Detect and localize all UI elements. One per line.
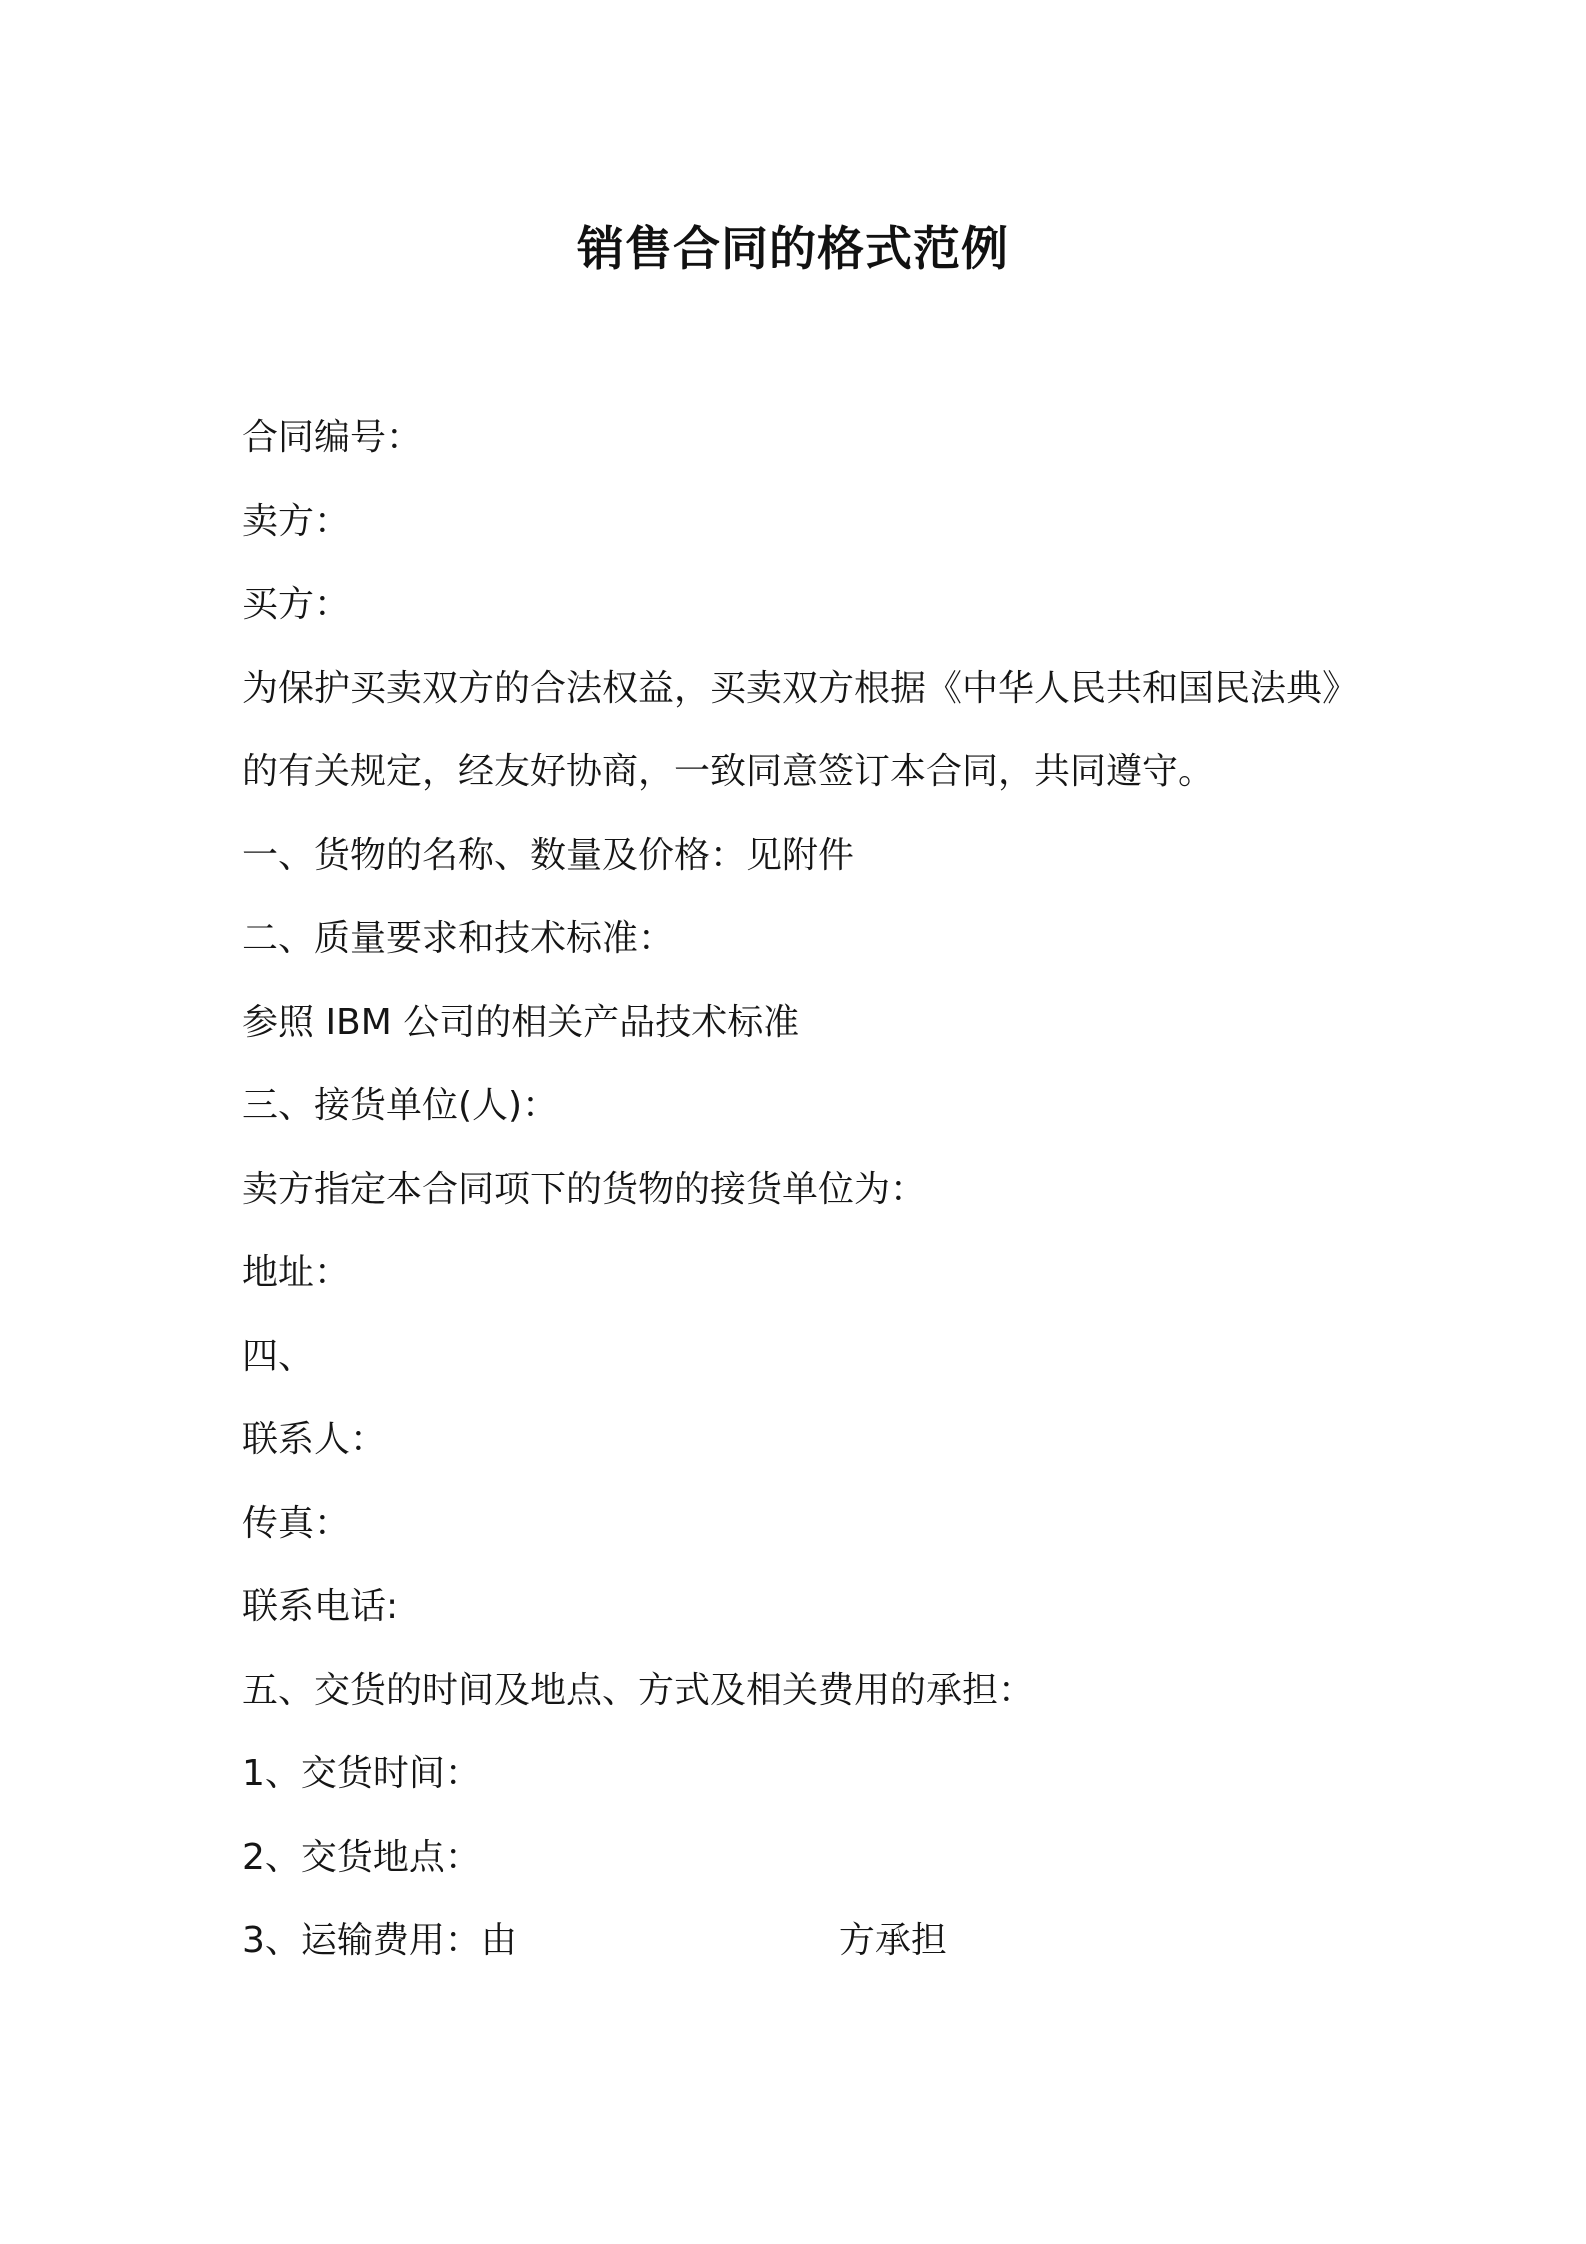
document-title: 销售合同的格式范例: [577, 222, 1009, 277]
section-5-heading: 五、交货的时间及地点、方式及相关费用的承担：: [242, 1669, 1035, 1711]
transport-cost-line: [242, 1911, 1392, 1995]
section-2-heading: 二、质量要求和技术标准：: [242, 918, 675, 959]
transport-cost-prefix: 3、运输费用：由: [242, 1920, 517, 1961]
delivery-time-line: 1、交货时间：: [242, 1753, 481, 1794]
phone-line: 联系电话:: [242, 1586, 399, 1627]
preamble-line-1: 为保护买卖双方的合法权益，买卖双方根据《中华人民共和国民法典》: [242, 667, 1359, 709]
section-2-text: 参照 IBM 公司的相关产品技术标准: [242, 1001, 800, 1043]
contact-person-line: 联系人：: [242, 1419, 387, 1460]
fax-line: 传真：: [242, 1502, 351, 1544]
address-line: 地址：: [242, 1252, 351, 1293]
delivery-place-line: 2、交货地点：: [242, 1836, 481, 1878]
section-4-heading: 四、: [242, 1335, 315, 1377]
preamble-line-2: 的有关规定，经友好协商，一致同意签订本合同，共同遵守。: [242, 751, 1215, 792]
seller-line: 卖方：: [242, 500, 351, 542]
transport-cost-suffix: 方承担: [838, 1920, 947, 1961]
section-1-goods: 一、货物的名称、数量及价格：见附件: [242, 834, 855, 876]
document-body: [242, 408, 1392, 1995]
buyer-line: 买方：: [242, 584, 351, 625]
contract-number-line: 合同编号：: [242, 417, 423, 458]
section-3-text: 卖方指定本合同项下的货物的接货单位为：: [242, 1168, 927, 1210]
section-3-heading: 三、接货单位(人)：: [242, 1085, 559, 1126]
